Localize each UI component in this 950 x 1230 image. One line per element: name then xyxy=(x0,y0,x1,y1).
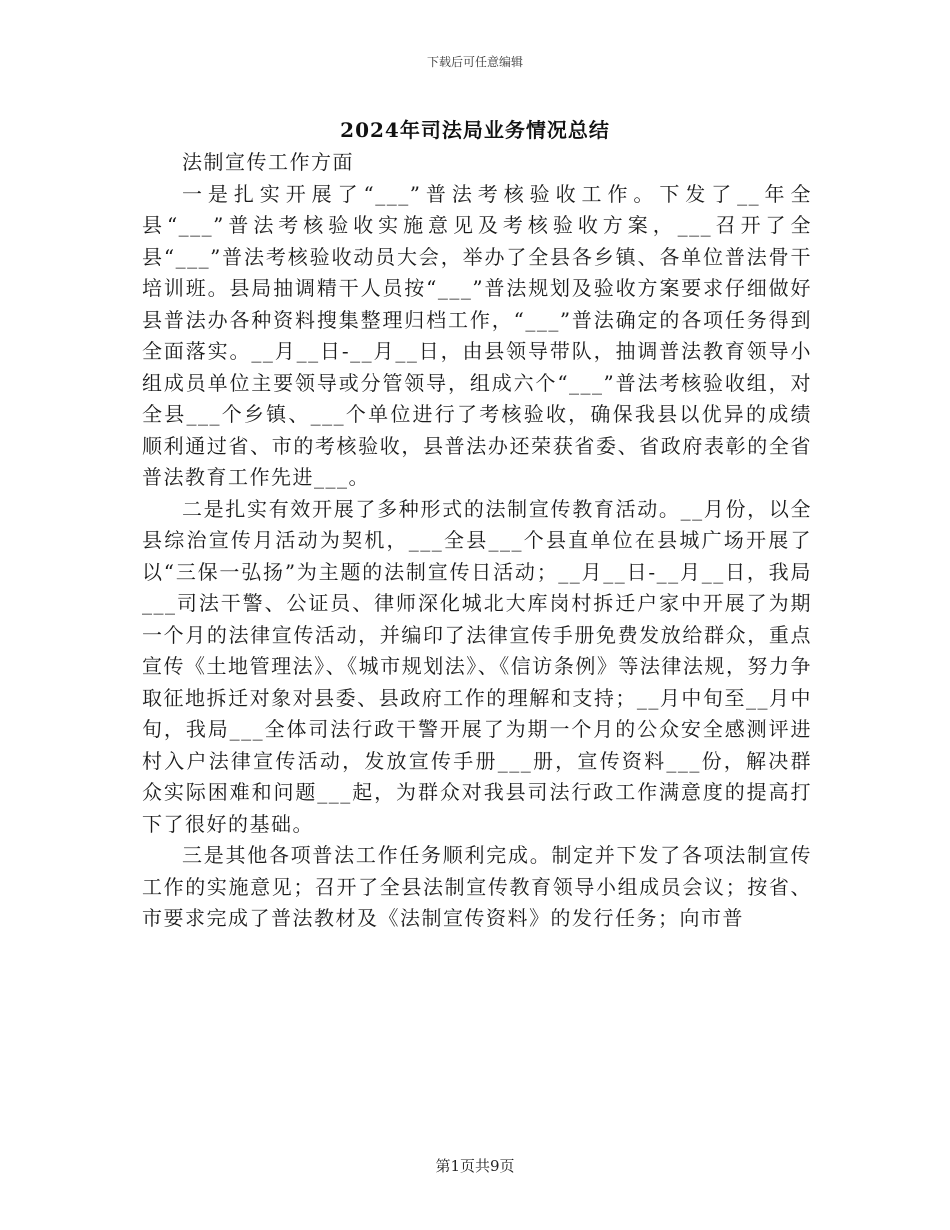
paragraph-1: 一是扎实开展了“___”普法考核验收工作。下发了__年全县“___”普法考核验收实施意见及考核验收方案，___召开了全县“___”普法考核验收动员大会，举办了全县各乡镇、各单位普法骨干培训班。县局抽调精干人员按“___”普法规划及验收方案要求仔细做好县普法办各种资料搜集整理归档工作，“___”普法确定的各项任务得到全面落实。__月__日-__月__日，由县领导带队，抽调普法教育领导小组成员单位主要领导或分管领导，组成六个“___”普法考核验收组，对全县___个乡镇、___个单位进行了考核验收，确保我县以优异的成绩顺利通过省、市的考核验收，县普法办还荣获省委、省政府表彰的全省普法教育工作先进___。 xyxy=(142,181,812,489)
page-footer-number: 第1页共9页 xyxy=(435,1157,515,1175)
paragraph-3: 三是其他各项普法工作任务顺利完成。制定并下发了各项法制宣传工作的实施意见；召开了全县法制宣传教育领导小组成员会议；按省、市要求完成了普法教材及《法制宣传资料》的发行任务；向市普 xyxy=(142,843,812,930)
paragraph-2: 二是扎实有效开展了多种形式的法制宣传教育活动。__月份，以全县综治宣传月活动为契机，___全县___个县直单位在县城广场开展了以“三保一弘扬”为主题的法制宣传日活动；__月__日-__月__日，我局___司法干警、公证员、律师深化城北大库岗村拆迁户家中开展了为期一个月的法律宣传活动，并编印了法律宣传手册免费发放给群众，重点宣传《土地管理法》、《城市规划法》、《信访条例》等法律法规，努力争取征地拆迁对象对县委、县政府工作的理解和支持；__月中旬至__月中旬，我局___全体司法行政干警开展了为期一个月的公众安全感测评进村入户法律宣传活动，发放宣传手册___册，宣传资料___份，解决群众实际困难和问题___起，为群众对我县司法行政工作满意度的提高打下了很好的基础。 xyxy=(142,496,812,836)
document-title: 2024年司法局业务情况总结 xyxy=(340,118,610,142)
page-header-note: 下载后可任意编辑 xyxy=(426,55,523,69)
document-body xyxy=(142,147,812,935)
section-heading: 法制宣传工作方面 xyxy=(182,150,354,174)
